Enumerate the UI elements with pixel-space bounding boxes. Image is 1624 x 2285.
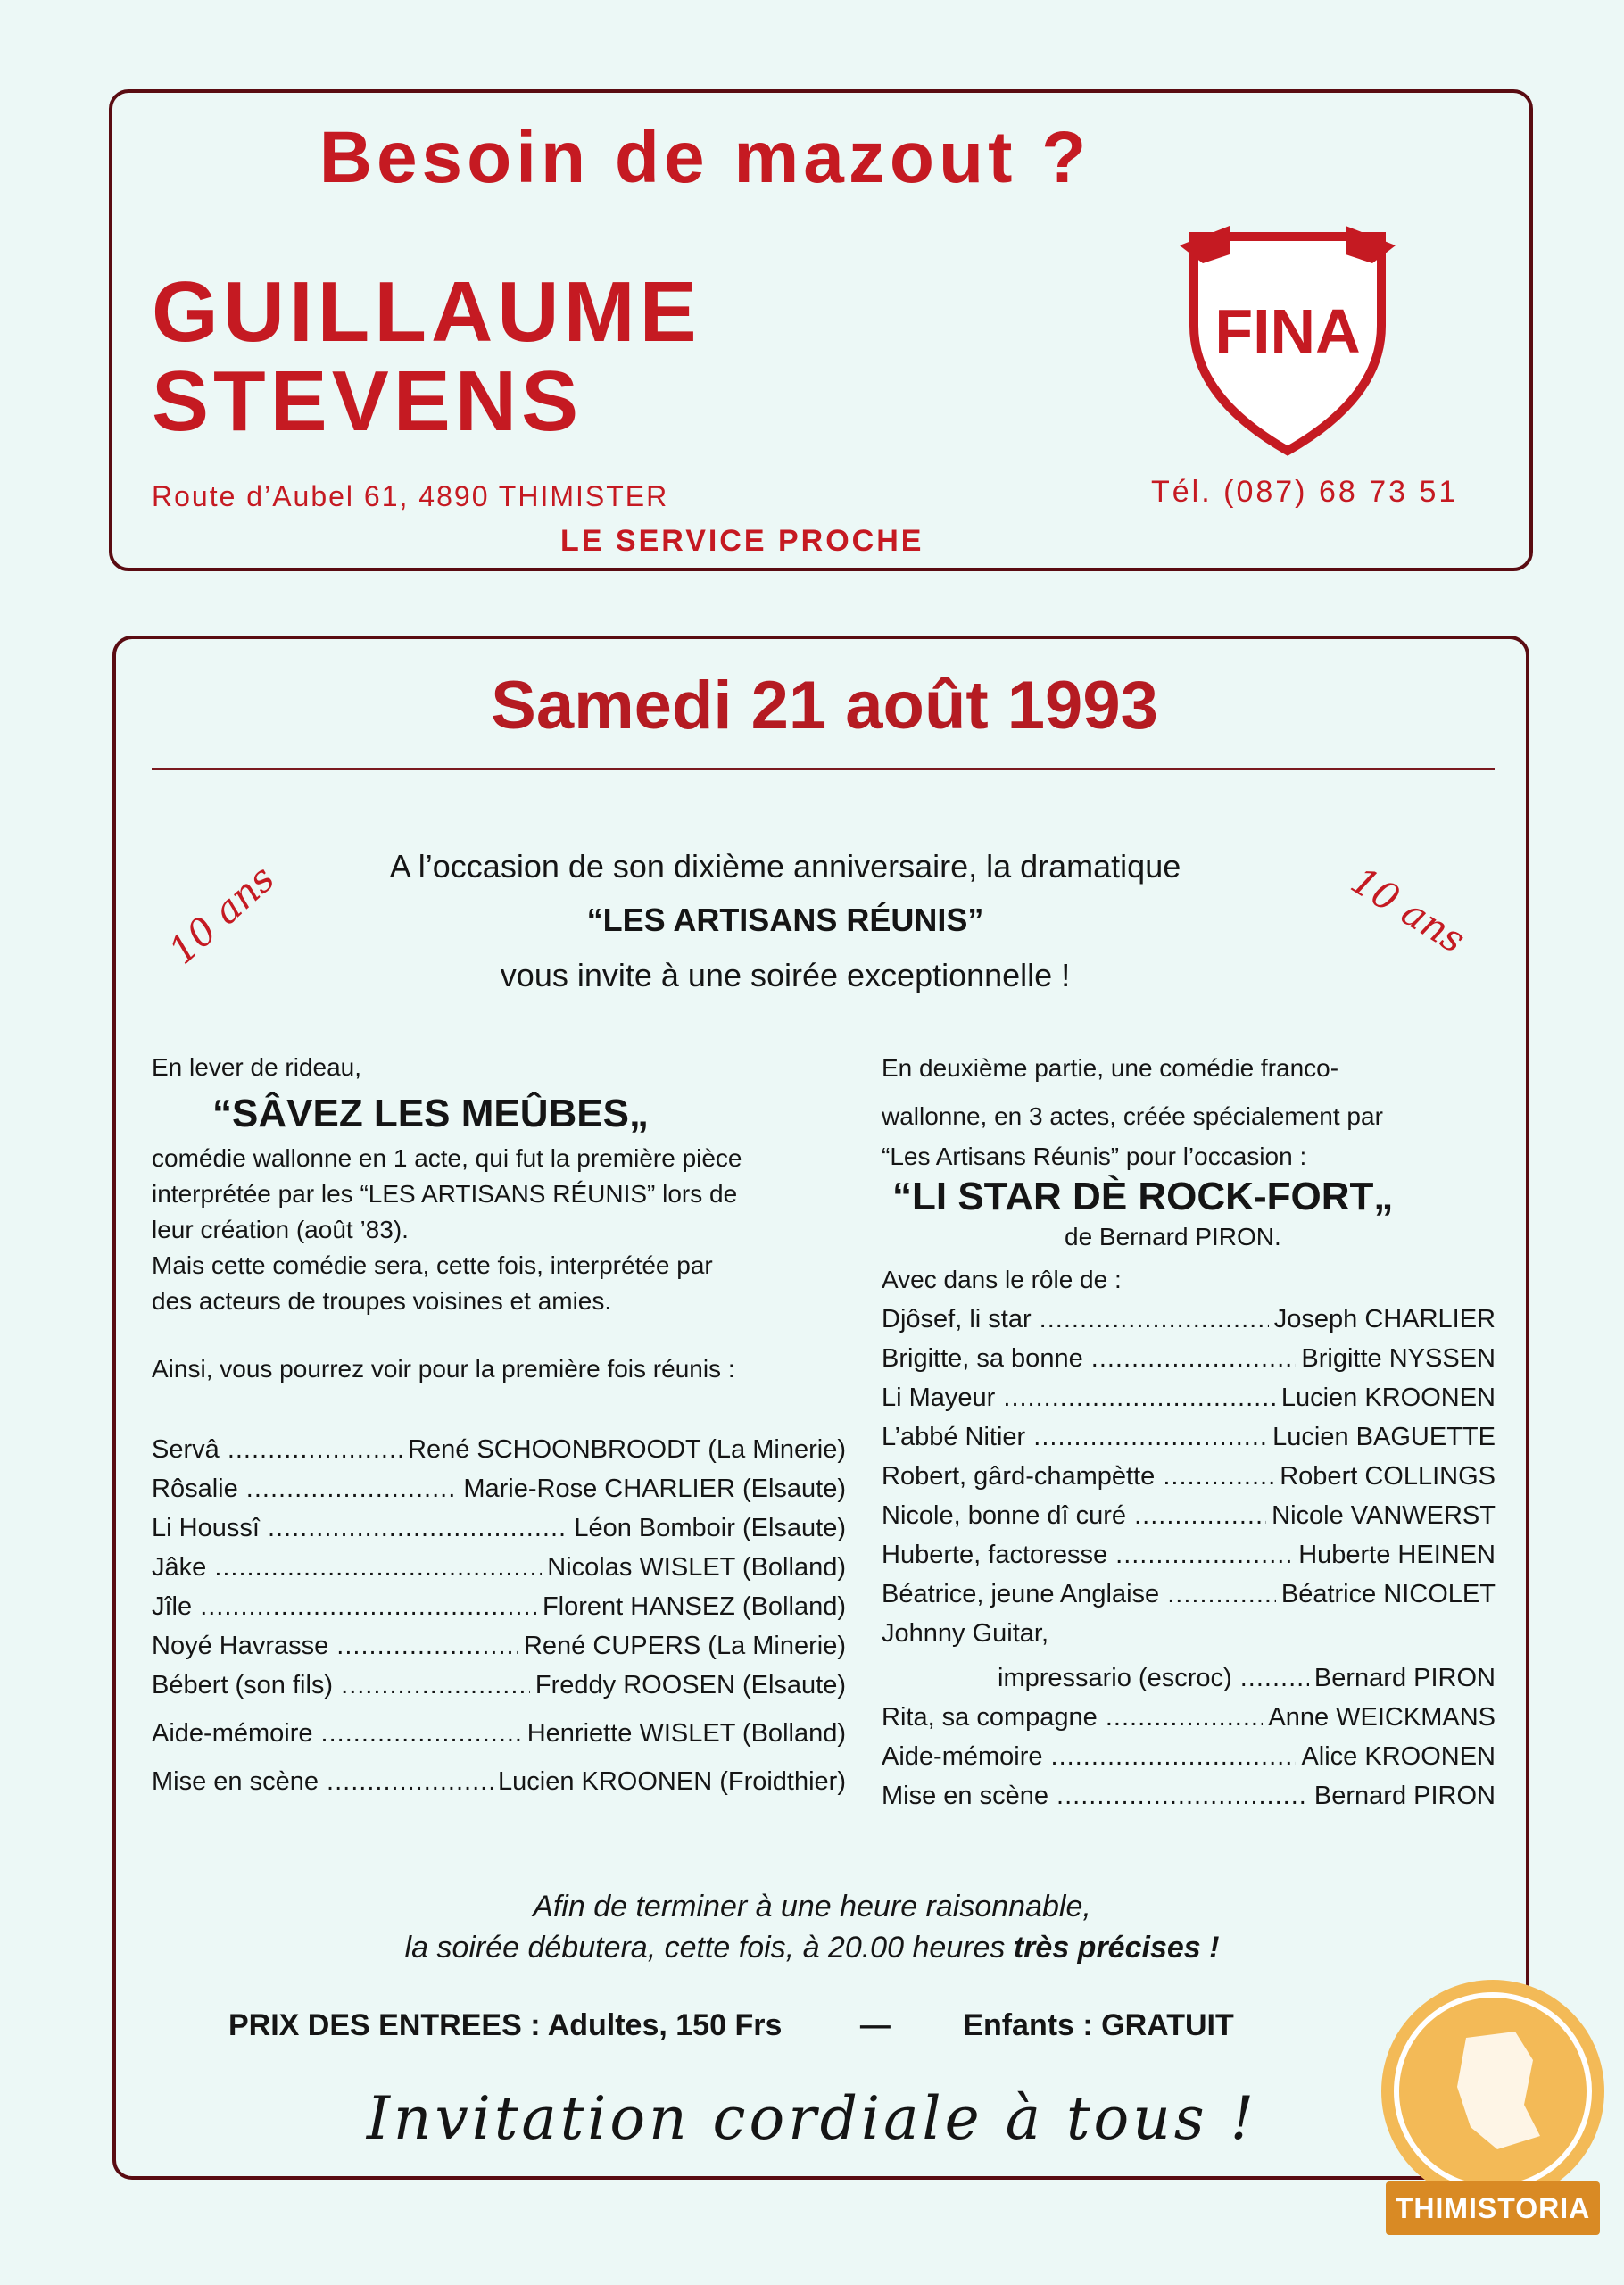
- left-lead-in: En lever de rideau,: [152, 1053, 362, 1081]
- cast-role: Robert, gârd-champètte .....: [882, 1457, 1274, 1496]
- cast-role: Jâke .....: [152, 1548, 542, 1587]
- ad-tagline: LE SERVICE PROCHE: [560, 524, 924, 558]
- cast-actor: Freddy ROOSEN (Elsaute): [534, 1671, 846, 1699]
- right-author: de Bernard PIRON.: [1065, 1223, 1281, 1251]
- thimistoria-label: THIMISTORIA: [1386, 2181, 1600, 2235]
- cast-row: [882, 1339, 1496, 1378]
- cast-row: [882, 1496, 1496, 1535]
- intro-line-3: vous invite à une soirée exceptionnelle !: [500, 957, 1071, 993]
- cast-actor: Robert COLLINGS: [1280, 1462, 1496, 1491]
- cast-actor: Nicole VANWERST: [1272, 1501, 1496, 1530]
- cast-row: [152, 1508, 846, 1548]
- fina-logo-text: FINA: [1214, 296, 1361, 366]
- cast-role: L’abbé Nitier .....: [882, 1417, 1267, 1457]
- cast-actor: Huberte HEINEN: [1298, 1541, 1496, 1569]
- cast-actor: Bernard PIRON: [1313, 1664, 1496, 1692]
- left-desc-line: comédie wallonne en 1 acte, qui fut la première pièce: [152, 1144, 742, 1172]
- cast-row: [152, 1714, 846, 1753]
- left-cast-list: [152, 1430, 846, 1801]
- cast-actor: Léon Bomboir (Elsaute): [574, 1514, 846, 1542]
- cast-actor: Joseph CHARLIER: [1273, 1305, 1496, 1334]
- children-price: Enfants : GRATUIT: [963, 2008, 1234, 2042]
- start-time-note-line-1: Afin de terminer à une heure raisonnable,: [533, 1890, 1091, 1924]
- left-together: Ainsi, vous pourrez voir pour la première fois réunis :: [152, 1355, 735, 1383]
- cast-actor: Bernard PIRON: [1313, 1782, 1496, 1810]
- cast-role: Nicole, bonne dî curé .....: [882, 1496, 1266, 1535]
- book-map-icon: [1381, 1980, 1604, 2203]
- ad-company-name-line1: GUILLAUME: [152, 264, 701, 360]
- cast-row: [882, 1737, 1496, 1776]
- left-desc-line: des acteurs de troupes voisines et amies.: [152, 1287, 612, 1315]
- cast-actor: Henriette WISLET (Bolland): [526, 1719, 846, 1748]
- left-desc-line: leur création (août ’83).: [152, 1216, 409, 1243]
- ten-years-left: 10 ans: [160, 856, 283, 973]
- intro-line-1: A l’occasion de son dixième anniversaire, la dramatique: [389, 848, 1181, 885]
- right-desc-line: En deuxième partie, une comédie franco-: [882, 1054, 1339, 1082]
- ad-company-name-line2: STEVENS: [152, 353, 584, 449]
- cast-row: [882, 1776, 1496, 1816]
- cast-actor: Lucien KROONEN (Froidthier): [498, 1767, 846, 1796]
- cast-row: [882, 1698, 1496, 1737]
- cast-role: Brigitte, sa bonne .....: [882, 1339, 1296, 1378]
- thimistoria-badge: [1381, 1980, 1604, 2203]
- cast-role: Mise en scène .....: [152, 1762, 493, 1801]
- cast-role: impressario (escroc) .....: [998, 1658, 1309, 1698]
- cast-row: [152, 1626, 846, 1666]
- cast-row: [882, 1457, 1496, 1496]
- cast-actor: Nicolas WISLET (Bolland): [547, 1553, 846, 1582]
- cast-actor: Florent HANSEZ (Bolland): [542, 1592, 846, 1621]
- cast-role: Aide-mémoire .....: [152, 1714, 522, 1753]
- invitation-text: Invitation cordiale à tous !: [366, 2084, 1258, 2153]
- right-desc-line: wallonne, en 3 actes, créée spécialement par: [882, 1102, 1383, 1130]
- start-time-note-line-2: [0, 1931, 1624, 1965]
- cast-role: Noyé Havrasse .....: [152, 1626, 518, 1666]
- adult-price: PRIX DES ENTREES : Adultes, 150 Frs: [228, 2008, 783, 2042]
- cast-row: [882, 1417, 1496, 1457]
- cast-actor: René CUPERS (La Minerie): [523, 1632, 846, 1660]
- cast-row: [882, 1535, 1496, 1575]
- left-desc-line: interprétée par les “LES ARTISANS RÉUNIS” lors de: [152, 1180, 738, 1208]
- cast-row: [882, 1575, 1496, 1614]
- cast-role: Huberte, factoresse .....: [882, 1535, 1293, 1575]
- cast-actor: Marie-Rose CHARLIER (Elsaute): [463, 1475, 846, 1503]
- cast-row: [882, 1658, 1496, 1698]
- cast-actor: Anne WEICKMANS: [1268, 1703, 1496, 1732]
- cast-role: Mise en scène .....: [882, 1776, 1309, 1816]
- right-play-title: “LI STAR DÈ ROCK-FORT„: [892, 1175, 1394, 1218]
- cast-row: [152, 1666, 846, 1705]
- start-time-emphasis: très précises !: [1013, 1931, 1220, 1965]
- cast-role: Li Mayeur .....: [882, 1378, 1276, 1417]
- cast-row: [152, 1430, 846, 1469]
- cast-role: Béatrice, jeune Anglaise .....: [882, 1575, 1276, 1614]
- johnny-role: Johnny Guitar,: [882, 1619, 1048, 1648]
- right-desc-line: “Les Artisans Réunis” pour l’occasion :: [882, 1142, 1307, 1170]
- cast-actor: Lucien BAGUETTE: [1272, 1423, 1496, 1451]
- cast-role: Bébert (son fils) .....: [152, 1666, 530, 1705]
- start-time-note-text: la soirée débutera, cette fois, à 20.00 heures: [404, 1931, 1014, 1965]
- cast-role: Jîle .....: [152, 1587, 537, 1626]
- cast-row: [152, 1587, 846, 1626]
- cast-actor: Alice KROONEN: [1301, 1742, 1496, 1771]
- left-play-title: “SÂVEZ LES MEÛBES„: [212, 1092, 649, 1135]
- cast-role: Djôsef, li star .....: [882, 1300, 1269, 1339]
- ad-phone: Tél. (087) 68 73 51: [1151, 475, 1459, 509]
- ad-headline: Besoin de mazout ?: [319, 117, 1091, 198]
- right-cast-list: [882, 1300, 1496, 1816]
- cast-row: [152, 1469, 846, 1508]
- right-column: [882, 1044, 1496, 1816]
- cast-row: [152, 1548, 846, 1587]
- price-dash: —: [859, 2008, 891, 2042]
- ad-address: Route d’Aubel 61, 4890 THIMISTER: [152, 480, 669, 512]
- cast-role: Rita, sa compagne .....: [882, 1698, 1263, 1737]
- cast-role: Servâ .....: [152, 1430, 402, 1469]
- cast-actor: Béatrice NICOLET: [1280, 1580, 1496, 1608]
- cast-role: Li Houssî .....: [152, 1508, 568, 1548]
- fina-logo: [1176, 219, 1399, 460]
- cast-actor: René SCHOONBROODT (La Minerie): [408, 1435, 846, 1464]
- event-date-title: Samedi 21 août 1993: [491, 668, 1158, 744]
- cast-actor: Brigitte NYSSEN: [1301, 1344, 1496, 1373]
- left-column: [152, 1048, 846, 1801]
- troupe-name: “LES ARTISANS RÉUNIS”: [586, 902, 984, 938]
- cast-row: [882, 1300, 1496, 1339]
- cast-row: [882, 1378, 1496, 1417]
- right-cast-intro: Avec dans le rôle de :: [882, 1266, 1122, 1293]
- cast-role: Rôsalie .....: [152, 1469, 458, 1508]
- cast-role: Aide-mémoire .....: [882, 1737, 1296, 1776]
- prices-line: [228, 2008, 1234, 2043]
- left-desc-line: Mais cette comédie sera, cette fois, interprétée par: [152, 1251, 713, 1279]
- date-divider: [152, 768, 1495, 770]
- cast-actor: Lucien KROONEN: [1280, 1383, 1496, 1412]
- cast-row: [152, 1762, 846, 1801]
- ten-years-right: 10 ans: [1343, 858, 1473, 962]
